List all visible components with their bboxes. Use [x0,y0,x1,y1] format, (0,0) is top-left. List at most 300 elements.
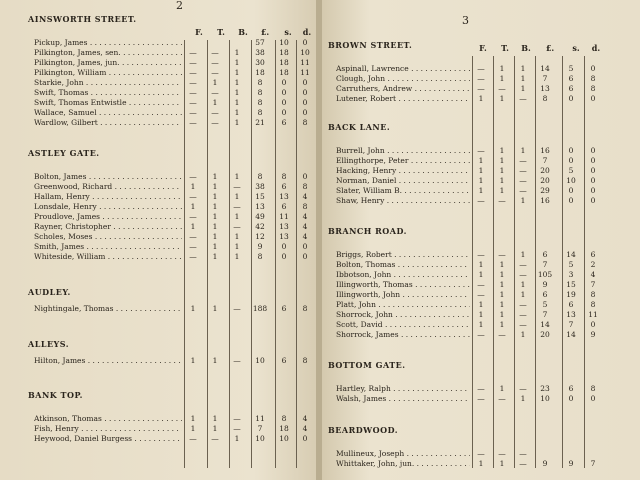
resident-name: Shaw, Henry . . . [336,196,470,205]
value-t: 1 [499,64,505,73]
value-shillings: 14 [566,250,576,259]
value-t: — [498,394,506,403]
resident-name: Mullineux, Joseph . . . [336,449,470,458]
resident-name: Lonsdale, Henry . . . [34,202,182,211]
value-t: 1 [212,98,218,107]
value-shillings: 6 [281,118,287,127]
ledger-row [0,118,318,128]
value-f: 1 [478,186,484,195]
value-pounds: 9 [542,280,548,289]
value-pounds: 7 [542,310,548,319]
resident-name: Burrell, John . . . [336,146,470,155]
value-pence: 8 [302,304,308,313]
value-pence: 7 [590,459,596,468]
value-pence: 4 [302,222,308,231]
value-pence: 0 [302,252,308,261]
value-f: — [189,68,197,77]
value-b: — [519,270,527,279]
value-pounds: 8 [257,98,263,107]
col-header-f: F. [479,43,487,53]
value-b: — [519,260,527,269]
value-t: 1 [212,202,218,211]
ledger-row [322,156,640,166]
value-t: 1 [499,156,505,165]
value-b: — [233,304,241,313]
resident-name: Starkie, John . . . [34,78,182,87]
value-f: — [189,252,197,261]
value-f: 1 [190,356,196,365]
value-b: — [519,320,527,329]
value-pence: 8 [590,84,596,93]
value-t: 1 [499,186,505,195]
value-pounds: 6 [542,250,548,259]
ledger-row [322,250,640,260]
value-f: — [189,78,197,87]
value-pence: 0 [590,64,596,73]
ledger-row [322,260,640,270]
resident-name: Illingworth, John . . . [336,290,470,299]
value-t: — [211,88,219,97]
value-b: 1 [234,68,240,77]
value-pence: 8 [302,118,308,127]
value-pence: 0 [590,394,596,403]
value-pence: 8 [302,356,308,365]
value-pounds: 18 [255,68,265,77]
value-shillings: 19 [566,290,576,299]
value-pounds: 30 [255,58,265,67]
value-shillings: 0 [281,78,287,87]
value-pence: 4 [302,414,308,423]
value-b: — [233,222,241,231]
value-t: 1 [499,280,505,289]
value-f: 1 [478,260,484,269]
value-b: — [233,424,241,433]
value-b: 1 [234,98,240,107]
value-pence: 8 [302,182,308,191]
value-f: — [477,384,485,393]
value-shillings: 8 [281,172,287,181]
value-t: 1 [212,78,218,87]
page-number: 3 [462,14,469,27]
value-shillings: 9 [568,459,574,468]
ledger-row [0,242,318,252]
value-f: — [189,242,197,251]
resident-name: Pilkington, James, sen. . . . [34,48,182,57]
value-b: 1 [520,84,526,93]
value-pounds: 14 [540,64,550,73]
value-pounds: 10 [255,356,265,365]
value-b: — [519,94,527,103]
value-t: — [211,434,219,443]
resident-name: Pilkington, James, jun. . . . [34,58,182,67]
value-pounds: 16 [540,196,550,205]
value-shillings: 0 [568,94,574,103]
ledger-row [0,202,318,212]
value-f: — [189,192,197,201]
value-shillings: 6 [281,202,287,211]
ledger-row [0,304,318,314]
value-shillings: 8 [281,414,287,423]
value-pence: 0 [302,434,308,443]
ledger-row [0,434,318,444]
value-b: 1 [520,146,526,155]
value-f: — [189,88,197,97]
value-pence: 9 [590,330,596,339]
value-b: 1 [234,88,240,97]
value-pounds: 38 [255,48,265,57]
ledger-row [0,48,318,58]
value-pence: 0 [302,88,308,97]
ledger-row [0,58,318,68]
value-shillings: 18 [279,68,289,77]
value-pence: 8 [590,384,596,393]
street-heading: BACK LANE. [328,122,391,132]
resident-name: Lutener, Robert . . . [336,94,470,103]
value-shillings: 5 [568,260,574,269]
value-shillings: 14 [566,330,576,339]
value-pence: 4 [302,212,308,221]
col-header-pence: d. [591,43,601,53]
value-b: 1 [234,48,240,57]
value-shillings: 18 [279,424,289,433]
col-header-t: T. [217,27,225,37]
col-header-pence: d. [302,27,312,37]
ledger-row [322,94,640,104]
ledger-row [322,310,640,320]
resident-name: Heywood, Daniel Burgess . . . [34,434,182,443]
value-pence: 8 [590,290,596,299]
resident-name: Illingworth, Thomas . . . [336,280,470,289]
value-f: 1 [478,94,484,103]
value-f: — [189,118,197,127]
resident-name: Bolton, Thomas . . . [336,260,470,269]
value-pounds: 10 [540,394,550,403]
value-pounds: 7 [542,260,548,269]
value-t: 1 [212,414,218,423]
ledger-row [0,78,318,88]
value-pounds: 12 [255,232,265,241]
value-shillings: 11 [279,212,289,221]
col-header-pounds: £. [545,43,555,53]
value-b: — [519,186,527,195]
value-t: 1 [499,176,505,185]
value-f: — [477,394,485,403]
value-pounds: 23 [540,384,550,393]
value-t: 1 [499,459,505,468]
value-pence: 0 [302,172,308,181]
value-shillings: 18 [279,58,289,67]
ledger-row [322,290,640,300]
value-t: 1 [499,146,505,155]
value-b: 1 [234,172,240,181]
value-b: 1 [234,252,240,261]
value-b: 1 [520,196,526,205]
value-b: 1 [520,280,526,289]
value-f: 1 [478,300,484,309]
value-pounds: 5 [542,300,548,309]
resident-name: Fish, Henry . . . [34,424,182,433]
resident-name: Shorrock, John . . . [336,310,470,319]
street-heading: BOTTOM GATE. [328,360,406,370]
value-t: — [211,58,219,67]
value-shillings: 6 [568,384,574,393]
ledger-row [322,449,640,459]
value-pounds: 49 [255,212,265,221]
col-header-shillings: s. [572,43,580,53]
value-t: 1 [499,260,505,269]
value-b: 1 [234,58,240,67]
value-shillings: 13 [566,310,576,319]
value-b: 1 [234,242,240,251]
resident-name: Wallace, Samuel . . . [34,108,182,117]
value-pounds: 105 [537,270,553,279]
value-f: — [189,48,197,57]
street-heading: ASTLEY GATE. [28,148,100,158]
ledger-row [0,38,318,48]
resident-name: Scott, David . . . [336,320,470,329]
value-f: — [477,64,485,73]
value-b: 1 [234,434,240,443]
ledger-row [0,192,318,202]
value-pounds: 15 [255,192,265,201]
col-header-b: B. [521,43,531,53]
value-b: — [519,300,527,309]
value-b: — [519,156,527,165]
value-t: 1 [212,304,218,313]
value-pounds: 8 [257,108,263,117]
value-f: 1 [190,182,196,191]
value-f: — [477,74,485,83]
ledger-row [322,459,640,469]
value-t: — [211,48,219,57]
resident-name: Rayner, Christopher . . . [34,222,182,231]
value-shillings: 0 [281,88,287,97]
value-pounds: 42 [255,222,265,231]
ledger-row [322,166,640,176]
value-pounds: 20 [540,166,550,175]
value-shillings: 0 [281,98,287,107]
resident-name: Ellingthorpe, Peter . . . [336,156,470,165]
value-shillings: 0 [568,196,574,205]
col-header-shillings: s. [284,27,292,37]
value-t: 1 [499,384,505,393]
value-pence: 8 [302,202,308,211]
value-pence: 11 [588,310,598,319]
ledger-row [322,84,640,94]
street-heading: BROWN STREET. [328,40,413,50]
value-f: — [477,330,485,339]
value-pounds: 7 [542,156,548,165]
ledger-row [0,424,318,434]
value-pence: 0 [590,186,596,195]
resident-name: Whiteside, William . . . [34,252,182,261]
resident-name: Hilton, James . . . [34,356,182,365]
value-shillings: 0 [568,156,574,165]
value-shillings: 6 [281,182,287,191]
value-shillings: 7 [568,320,574,329]
street-heading: AUDLEY. [28,287,71,297]
value-pounds: 38 [255,182,265,191]
value-t: — [211,108,219,117]
value-b: 1 [234,78,240,87]
resident-name: Hartley, Ralph . . . [336,384,470,393]
value-b: 1 [234,232,240,241]
value-pounds: 16 [540,146,550,155]
value-pounds: 10 [255,434,265,443]
resident-name: Clough, John . . . [336,74,470,83]
ledger-row [0,252,318,262]
value-pence: 0 [302,98,308,107]
value-f: 1 [478,320,484,329]
resident-name: Pickup, James . . . [34,38,182,47]
resident-name: Hallam, Henry . . . [34,192,182,201]
resident-name: Aspinall, Lawrence . . . [336,64,470,73]
value-b: 1 [520,330,526,339]
value-pounds: 57 [255,38,265,47]
resident-name: Scholes, Moses . . . [34,232,182,241]
resident-name: Platt, John . . . [336,300,470,309]
ledger-row [322,186,640,196]
value-f: — [477,250,485,259]
value-pence: 11 [300,68,310,77]
ledger-row [0,222,318,232]
street-heading: BANK TOP. [28,390,83,400]
value-pounds: 6 [542,290,548,299]
value-pounds: 9 [257,242,263,251]
value-b: — [519,310,527,319]
ledger-row [0,68,318,78]
value-pounds: 8 [257,172,263,181]
value-f: — [477,146,485,155]
value-pence: 0 [590,166,596,175]
value-t: 1 [499,290,505,299]
value-t: 1 [499,74,505,83]
ledger-row [322,300,640,310]
value-pence: 0 [302,38,308,47]
value-b: 1 [234,108,240,117]
value-shillings: 13 [279,222,289,231]
value-f: 1 [190,304,196,313]
value-shillings: 6 [281,304,287,313]
value-b: — [519,384,527,393]
value-f: — [477,196,485,205]
value-b: — [519,459,527,468]
resident-name: Whittaker, John, jun. . . . [336,459,470,468]
resident-name: Wardlow, Gilbert . . . [34,118,182,127]
value-pence: 4 [302,192,308,201]
value-b: 1 [520,394,526,403]
value-f: 1 [478,176,484,185]
value-f: 1 [478,310,484,319]
value-pounds: 8 [542,94,548,103]
value-t: 1 [212,172,218,181]
value-t: — [498,250,506,259]
value-f: 1 [478,270,484,279]
value-pence: 0 [302,242,308,251]
value-pounds: 13 [540,84,550,93]
ledger-row [0,98,318,108]
ledger-row [0,172,318,182]
value-f: 1 [190,202,196,211]
value-f: — [477,84,485,93]
resident-name: Carruthers, Andrew . . . [336,84,470,93]
value-shillings: 0 [568,186,574,195]
value-t: 1 [212,222,218,231]
value-pence: 0 [302,78,308,87]
value-pounds: 9 [542,459,548,468]
value-shillings: 6 [568,84,574,93]
value-pounds: 13 [255,202,265,211]
value-pence: 0 [590,94,596,103]
value-t: — [211,68,219,77]
value-b: — [519,176,527,185]
ledger-row [0,88,318,98]
value-f: — [477,290,485,299]
value-pounds: 14 [540,320,550,329]
ledger-row [322,176,640,186]
value-shillings: 0 [281,252,287,261]
resident-name: Nightingale, Thomas . . . [34,304,182,313]
value-f: — [189,98,197,107]
value-t: 1 [499,166,505,175]
value-t: 1 [212,192,218,201]
value-b: 1 [520,290,526,299]
value-f: — [477,449,485,458]
value-t: 1 [212,182,218,191]
value-pence: 0 [590,320,596,329]
resident-name: Briggs, Robert . . . [336,250,470,259]
value-b: — [233,202,241,211]
value-t: 1 [212,424,218,433]
ledger-row [322,320,640,330]
value-pounds: 29 [540,186,550,195]
value-pounds: 7 [257,424,263,433]
value-pounds: 8 [257,252,263,261]
ledger-row [322,270,640,280]
value-b: 1 [234,192,240,201]
value-f: 1 [190,424,196,433]
value-t: — [211,118,219,127]
value-pence: 0 [590,176,596,185]
ledger-row [322,280,640,290]
value-b: — [233,182,241,191]
value-b: 1 [520,64,526,73]
value-shillings: 5 [568,64,574,73]
value-shillings: 6 [281,356,287,365]
value-pence: 4 [590,270,596,279]
resident-name: Bolton, James . . . [34,172,182,181]
ledger-row [0,108,318,118]
value-pence: 8 [590,300,596,309]
ledger-row [0,182,318,192]
value-shillings: 13 [279,232,289,241]
value-b: 1 [520,74,526,83]
value-t: 1 [499,310,505,319]
value-f: — [189,232,197,241]
ledger-row [0,232,318,242]
value-t: 1 [212,252,218,261]
value-pence: 0 [590,146,596,155]
resident-name: Proudlove, James . . . [34,212,182,221]
col-header-pounds: £. [260,27,270,37]
value-f: — [189,172,197,181]
street-heading: BEARDWOOD. [328,425,399,435]
value-pounds: 11 [255,414,265,423]
value-pounds: 20 [540,330,550,339]
value-f: — [189,58,197,67]
resident-name: Norman, Daniel . . . [336,176,470,185]
value-b: 1 [234,118,240,127]
